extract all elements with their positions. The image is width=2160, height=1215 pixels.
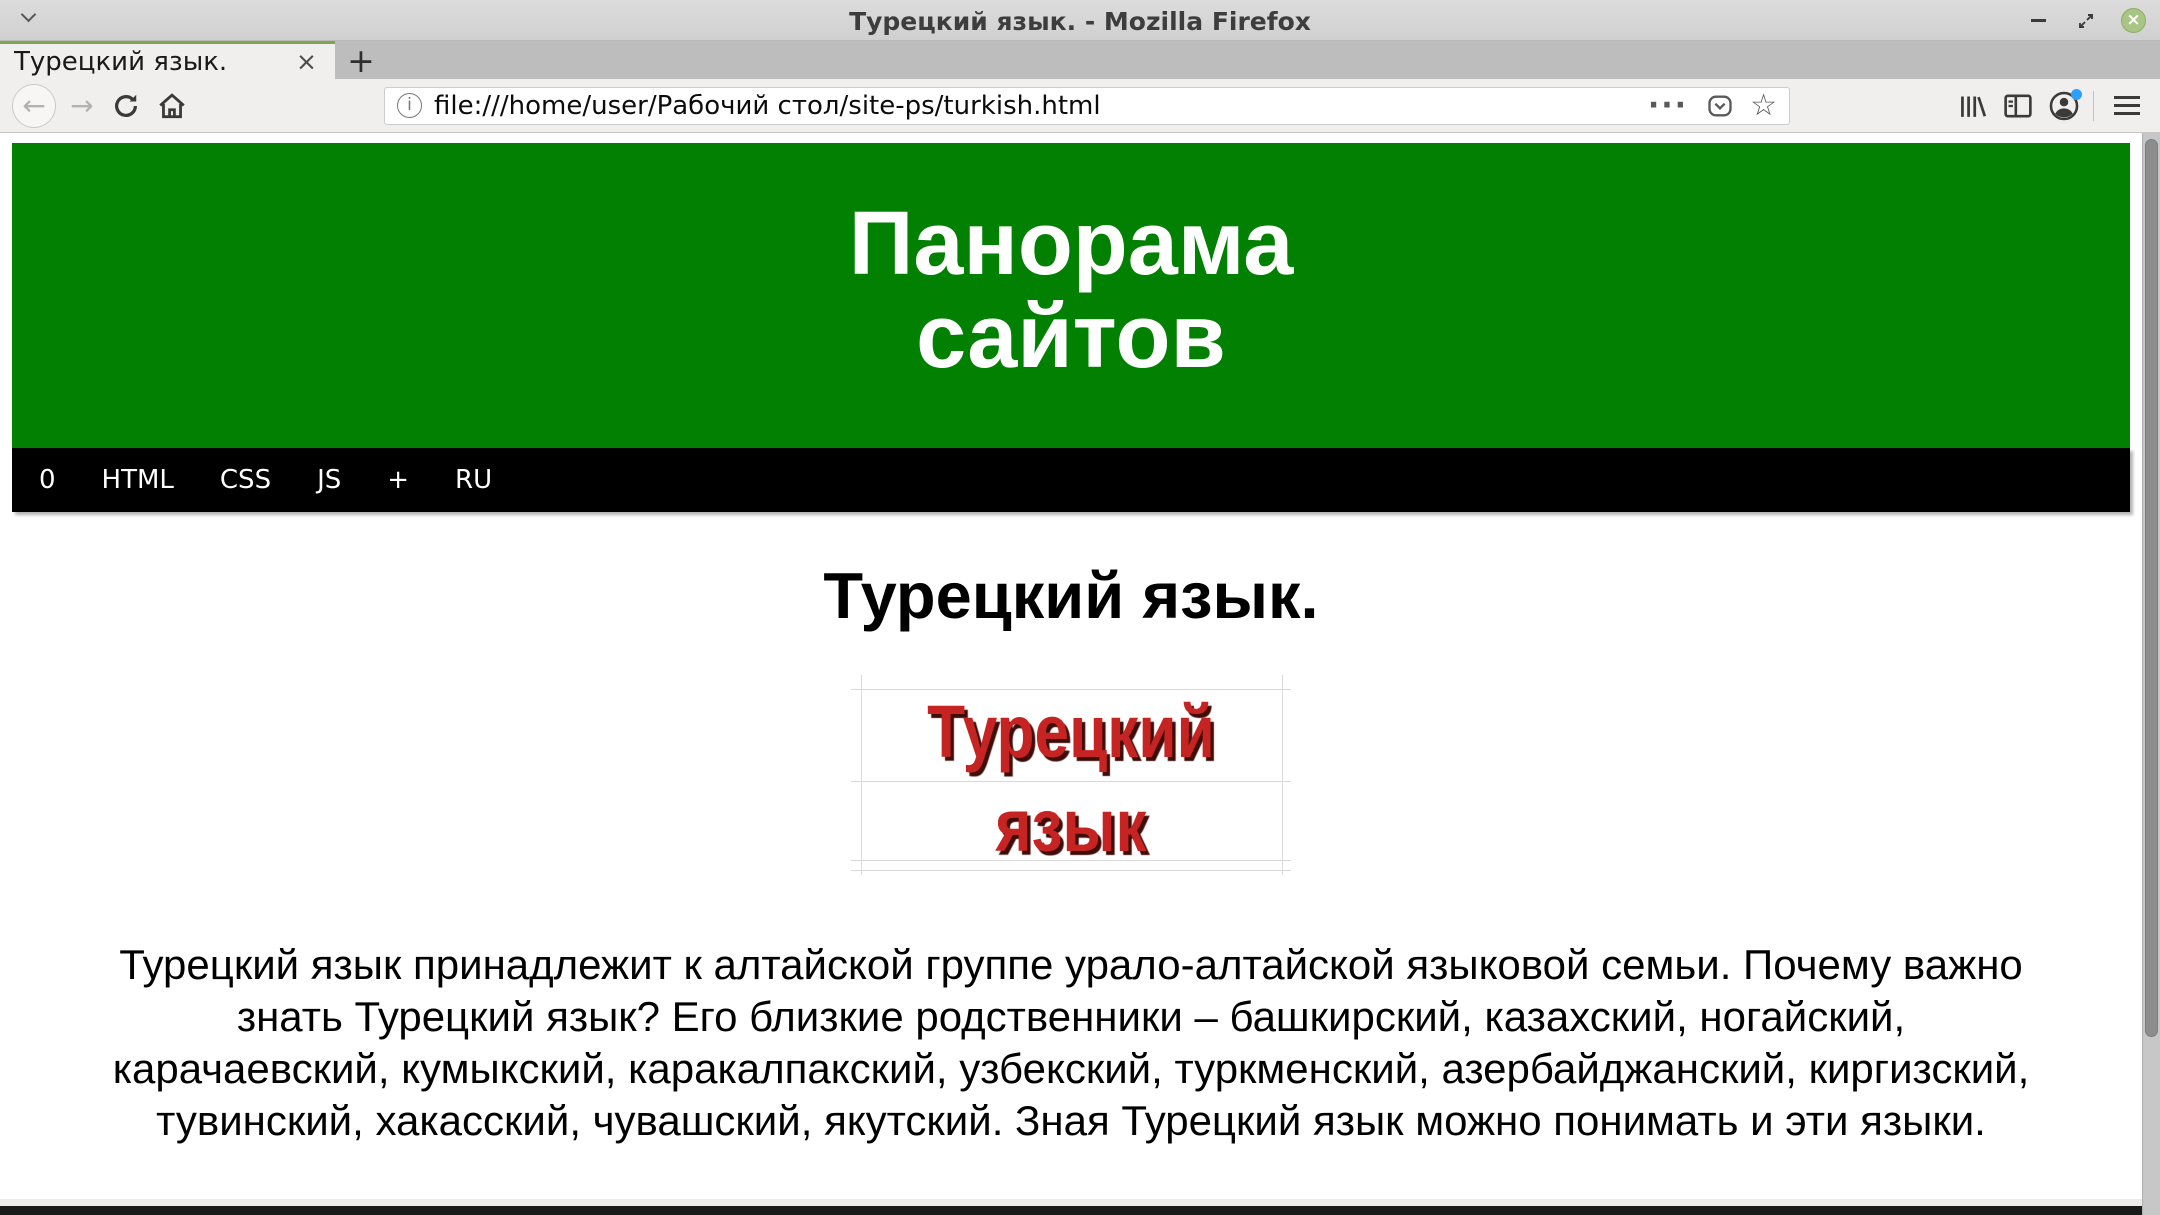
- close-button[interactable]: ×: [2121, 8, 2146, 33]
- browser-viewport: [0, 133, 2160, 1215]
- nav-item-html[interactable]: HTML: [101, 465, 174, 495]
- site-info-icon[interactable]: i: [397, 93, 422, 118]
- banner-line1: Панорама: [848, 194, 1294, 294]
- window-controls: [2025, 0, 2146, 41]
- footer-bar: [0, 1206, 2142, 1215]
- scrollbar-thumb[interactable]: [2145, 139, 2158, 1037]
- scrollbar-track[interactable]: [2142, 133, 2160, 1215]
- back-button[interactable]: ←: [12, 84, 56, 128]
- page-title: Турецкий язык.: [823, 559, 1319, 632]
- restore-icon: [2076, 11, 2096, 31]
- menu-button[interactable]: [2104, 86, 2150, 126]
- turkish-language-image: [851, 675, 1291, 875]
- nav-item-ru[interactable]: RU: [455, 465, 493, 495]
- sidebar-icon: [2002, 90, 2034, 122]
- image-text-line1: Турецкий: [927, 690, 1215, 773]
- reload-button[interactable]: [106, 86, 146, 126]
- sidebar-button[interactable]: [1995, 86, 2041, 126]
- window-title: Турецкий язык. - Mozilla Firefox: [849, 7, 1311, 36]
- banner-line2: сайтов: [916, 287, 1226, 387]
- library-button[interactable]: [1949, 86, 1995, 126]
- forward-button[interactable]: →: [70, 89, 94, 122]
- web-page: [0, 133, 2142, 1215]
- toolbar-right-icons: [1949, 86, 2150, 126]
- hamburger-icon: [2114, 96, 2140, 115]
- reload-icon: [111, 91, 141, 121]
- minimize-button[interactable]: [2025, 8, 2051, 34]
- site-banner: [12, 143, 2130, 448]
- new-tab-button[interactable]: +: [347, 40, 375, 80]
- account-notification-dot: [2071, 89, 2082, 100]
- restore-button[interactable]: [2073, 8, 2099, 34]
- toolbar-divider: [2093, 91, 2094, 121]
- titlebar: [0, 0, 2160, 41]
- library-icon: [1957, 91, 1987, 121]
- nav-item-css[interactable]: CSS: [219, 465, 272, 495]
- nav-item-js[interactable]: JS: [317, 465, 342, 495]
- tab-strip: [0, 41, 2160, 79]
- paragraph-line: тувинский, хакасский, чувашский, якутский. Зная Турецкий язык можно понимать и эти языки.: [156, 1097, 1986, 1144]
- paragraph-line: знать Турецкий язык? Его близкие родственники – башкирский, казахский, ногайский,: [236, 993, 1906, 1040]
- url-text[interactable]: file:///home/user/Рабочий стол/site-ps/turkish.html: [434, 90, 1101, 121]
- minimize-icon: [2031, 19, 2046, 22]
- footer-shadow: [0, 1199, 2142, 1206]
- tab-turkish[interactable]: [0, 41, 335, 79]
- bookmark-star-icon[interactable]: ☆: [1750, 88, 1777, 123]
- nav-item-0[interactable]: 0: [39, 465, 56, 495]
- image-text-line2: язык: [995, 784, 1147, 867]
- pocket-icon[interactable]: [1706, 92, 1734, 120]
- home-icon: [156, 90, 188, 122]
- tab-title: Турецкий язык.: [14, 46, 228, 77]
- paragraph-line: карачаевский, кумыкский, каракалпакский, узбекский, туркменский, азербайджанский, киргизский,: [112, 1045, 2030, 1092]
- home-button[interactable]: [152, 86, 192, 126]
- url-bar[interactable]: [384, 87, 1790, 125]
- account-button[interactable]: [2041, 86, 2087, 126]
- image-text: [851, 675, 1291, 873]
- site-nav: [12, 448, 2130, 512]
- tab-close-icon[interactable]: ×: [296, 47, 317, 76]
- paragraph-line: Турецкий язык принадлежит к алтайской группе урало-алтайской языковой семьи. Почему важно: [119, 941, 2023, 988]
- page-actions-icon[interactable]: ···: [1647, 88, 1689, 123]
- intro-paragraph: [0, 939, 2142, 1147]
- nav-item-plus[interactable]: +: [387, 465, 410, 495]
- navigation-toolbar: [0, 79, 2160, 133]
